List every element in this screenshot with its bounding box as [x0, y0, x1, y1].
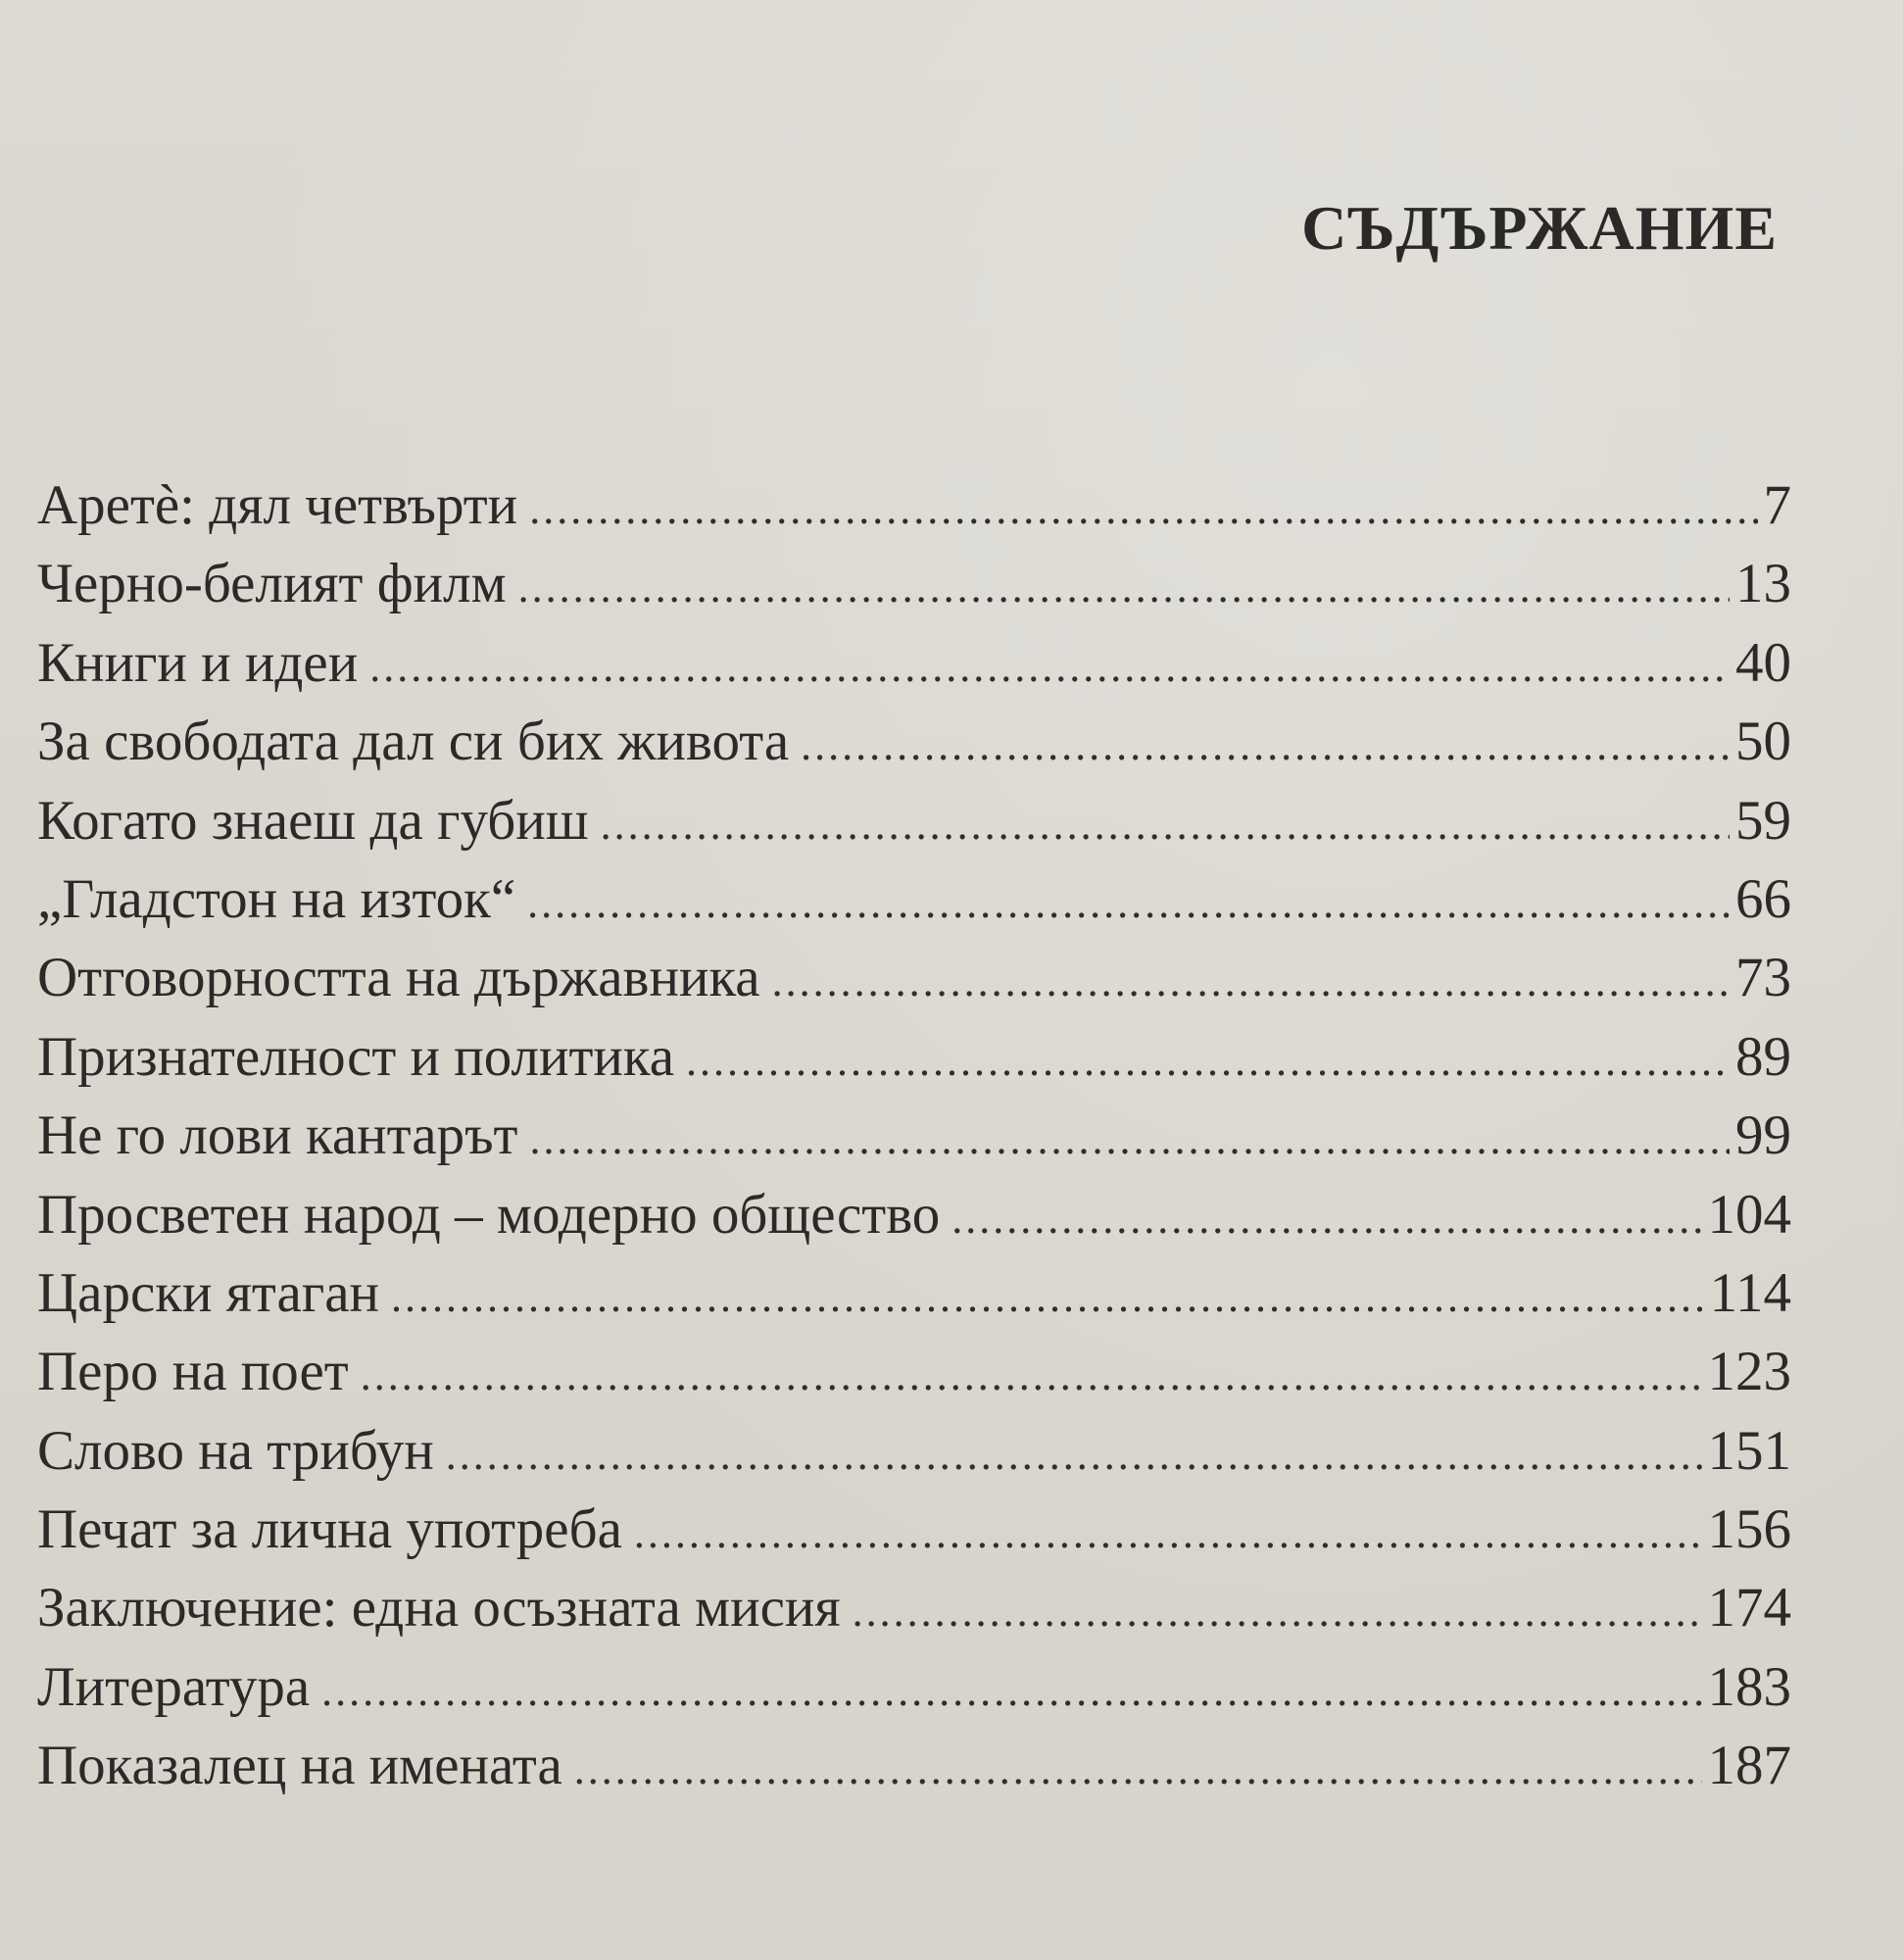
dot-leader	[529, 1101, 1730, 1179]
dot-leader	[634, 1494, 1702, 1573]
dot-leader	[518, 549, 1730, 627]
toc-entry-title: Слово на трибун	[37, 1419, 434, 1482]
dot-leader	[321, 1652, 1701, 1731]
toc-entry	[37, 939, 1791, 1017]
toc-page-number: 13	[1735, 553, 1791, 615]
toc-page-number: 40	[1735, 631, 1791, 694]
toc-page-number: 123	[1707, 1341, 1791, 1403]
contents-title: СЪДЪРЖАНИЕ	[1301, 193, 1778, 263]
dot-leader	[527, 864, 1730, 943]
toc-entry-title: Аретѐ: дял четвърти	[37, 474, 518, 536]
toc-entry-title: Когато знаеш да губиш	[37, 789, 589, 852]
toc-page-number: 151	[1707, 1419, 1791, 1482]
toc-list	[37, 466, 1791, 1806]
toc-entry	[37, 1254, 1791, 1333]
toc-entry-title: Литература	[37, 1655, 311, 1718]
toc-entry	[37, 860, 1791, 939]
dot-leader	[801, 707, 1730, 785]
dot-leader	[853, 1573, 1702, 1651]
toc-entry	[37, 1727, 1791, 1805]
toc-entry-title: Перо на поет	[37, 1341, 349, 1403]
toc-page-number: 7	[1763, 474, 1791, 536]
dot-leader	[574, 1731, 1702, 1809]
toc-entry	[37, 1097, 1791, 1175]
toc-entry-title: Не го лови кантарът	[37, 1104, 518, 1167]
dot-leader	[446, 1416, 1702, 1494]
toc-entry	[37, 703, 1791, 781]
dot-leader	[686, 1022, 1730, 1101]
toc-page-number: 156	[1707, 1498, 1791, 1561]
toc-page-number: 89	[1735, 1025, 1791, 1088]
toc-page-number: 50	[1735, 710, 1791, 773]
toc-entry	[37, 1018, 1791, 1097]
toc-entry	[37, 466, 1791, 545]
dot-leader	[772, 943, 1730, 1021]
toc-page-number: 73	[1735, 947, 1791, 1009]
toc-page-number: 187	[1707, 1735, 1791, 1797]
toc-page-number: 114	[1709, 1261, 1791, 1324]
toc-entry	[37, 782, 1791, 860]
toc-entry-title: Книги и идеи	[37, 631, 359, 694]
toc-entry-title: За свободата дал си бих живота	[37, 710, 790, 773]
toc-entry	[37, 1491, 1791, 1569]
toc-entry-title: Отговорността на държавника	[37, 947, 760, 1009]
toc-entry	[37, 1412, 1791, 1491]
toc-entry-title: Показалец на имената	[37, 1735, 562, 1797]
toc-entry	[37, 545, 1791, 623]
toc-entry-title: Печат за лична употреба	[37, 1498, 622, 1561]
dot-leader	[369, 628, 1730, 707]
dot-leader	[601, 786, 1730, 864]
toc-entry-title: Царски ятаган	[37, 1261, 380, 1324]
toc-page-number: 59	[1735, 789, 1791, 852]
toc-entry-title: Просветен народ – модерно общество	[37, 1183, 941, 1246]
dot-leader	[391, 1258, 1704, 1337]
toc-page-number: 99	[1735, 1104, 1791, 1167]
toc-entry	[37, 1648, 1791, 1727]
toc-page-number: 183	[1707, 1655, 1791, 1718]
dot-leader	[952, 1180, 1701, 1258]
toc-page-number: 104	[1707, 1183, 1791, 1246]
toc-entry	[37, 624, 1791, 703]
toc-entry	[37, 1176, 1791, 1254]
toc-entry-title: Признателност и политика	[37, 1025, 675, 1088]
dot-leader	[529, 470, 1757, 549]
toc-entry	[37, 1333, 1791, 1411]
toc-page-number: 174	[1707, 1577, 1791, 1640]
dot-leader	[361, 1337, 1702, 1415]
toc-entry	[37, 1569, 1791, 1647]
toc-entry-title: Черно-белият филм	[37, 553, 507, 615]
toc-page-number: 66	[1735, 867, 1791, 930]
toc-entry-title: „Гладстон на изток“	[37, 867, 516, 930]
toc-entry-title: Заключение: една осъзната мисия	[37, 1577, 841, 1640]
